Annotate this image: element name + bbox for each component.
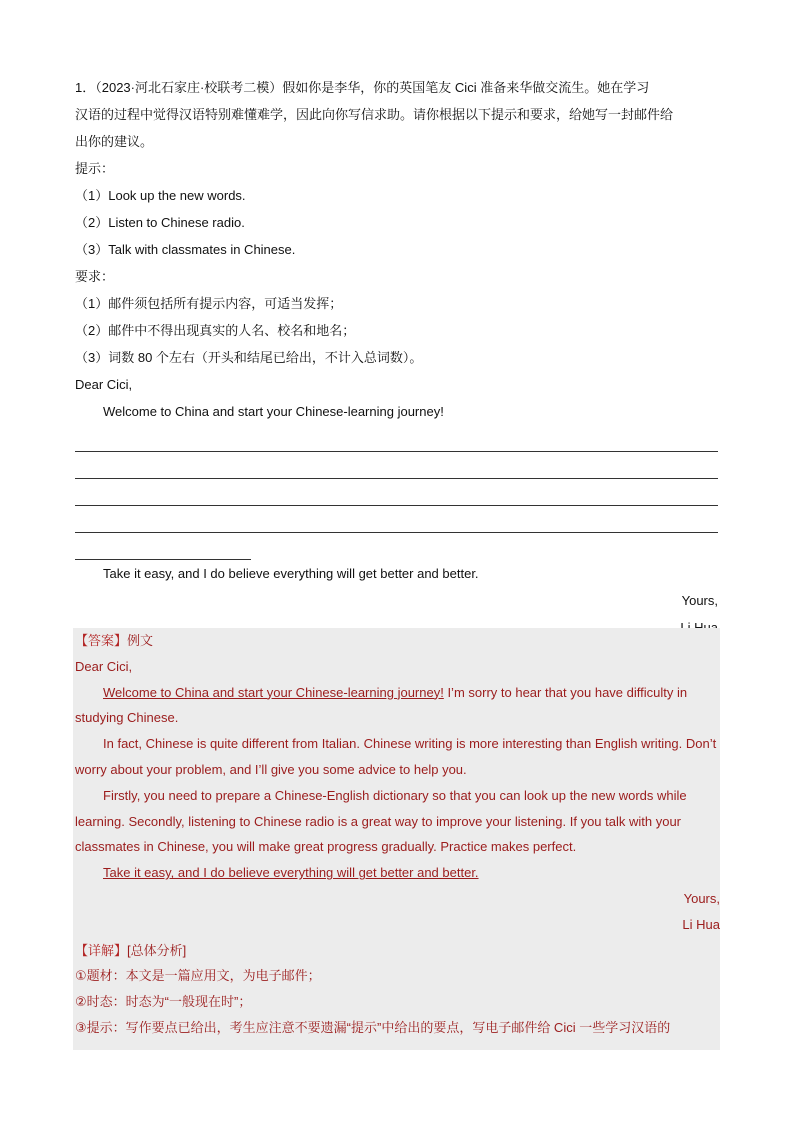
- hint-title: 提示：: [75, 161, 115, 176]
- answer-p3-line1: Firstly, you need to prepare a Chinese-English dictionary so that you can look up the new words while: [103, 787, 687, 803]
- analysis-item-2: ②时态：时态为“一般现在时”；: [75, 994, 252, 1010]
- hint-1: （1）Look up the new words.: [75, 188, 246, 203]
- answer-p1-line1: [75, 680, 720, 706]
- answer-tag: 【答案】: [75, 633, 128, 648]
- answer-opening-underlined: Welcome to China and start your Chinese-learning journey!: [103, 684, 444, 700]
- answer-signature: Li Hua: [682, 916, 720, 932]
- question-line-3: 出你的建议。: [75, 134, 154, 149]
- answer-label: 例文: [127, 633, 154, 648]
- answer-sign-off: Yours,: [683, 890, 720, 906]
- answer-closing: [75, 860, 720, 886]
- writing-line-short: [75, 534, 251, 560]
- writing-line: [75, 480, 718, 506]
- letter-opening: Welcome to China and start your Chinese-learning journey!: [103, 404, 444, 419]
- analysis-heading: [75, 938, 720, 964]
- analysis-item-3: ③提示：写作要点已给出，考生应注意不要遗漏“提示”中给出的要点，写电子邮件给 Cici 一些学习汉语的: [75, 1019, 671, 1035]
- requirement-1: （1）邮件须包括所有提示内容，可适当发挥；: [75, 296, 343, 311]
- analysis-label: [总体分析]: [127, 942, 187, 958]
- requirement-3: （3）词数 80 个左右（开头和结尾已给出，不计入总词数）。: [75, 350, 423, 365]
- writing-line: [75, 453, 718, 479]
- answer-p2-line2: worry about your problem, and I’ll give you some advice to help you.: [75, 761, 467, 777]
- answer-p2-line1: In fact, Chinese is quite different from Italian. Chinese writing is more interesting than English writing. Don’t: [103, 736, 717, 752]
- letter-sign-off: Yours,: [681, 593, 718, 608]
- answer-greeting: Dear Cici,: [75, 658, 133, 674]
- requirement-title: 要求：: [75, 269, 115, 284]
- letter-greeting: Dear Cici,: [75, 377, 133, 392]
- answer-closing-underlined: Take it easy, and I do believe everything will get better and better.: [103, 865, 479, 881]
- answer-p1-rest: I’m sorry to hear that you have difficulty in: [443, 684, 688, 700]
- writing-line: [75, 507, 718, 533]
- answer-p1-line2: studying Chinese.: [75, 710, 179, 726]
- hint-2: （2）Listen to Chinese radio.: [75, 215, 245, 230]
- answer-section: [73, 628, 720, 1050]
- letter-closing: Take it easy, and I do believe everything will get better and better.: [103, 566, 479, 581]
- answer-p3-line3: classmates in Chinese, you will make great progress gradually. Practice makes perfect.: [75, 839, 577, 855]
- analysis-item-1: ①题材：本文是一篇应用文，为电子邮件；: [75, 968, 321, 984]
- writing-line: [75, 426, 718, 452]
- answer-heading: [75, 628, 720, 654]
- answer-p3-line2: learning. Secondly, listening to Chinese radio is a great way to improve your listening. If you talk with your: [75, 813, 682, 829]
- analysis-tag: 【详解】: [75, 942, 128, 958]
- requirement-2: （2）邮件中不得出现真实的人名、校名和地名；: [75, 323, 356, 338]
- question-section: [75, 74, 718, 641]
- question-line-1: 1．（2023·河北石家庄·校联考二模）假如你是李华，你的英国笔友 Cici 准备来华做交流生。她在学习: [75, 80, 650, 95]
- hint-3: （3）Talk with classmates in Chinese.: [75, 242, 296, 257]
- question-line-2: 汉语的过程中觉得汉语特别难懂难学，因此向你写信求助。请你根据以下提示和要求，给她写一封邮件给: [75, 107, 674, 122]
